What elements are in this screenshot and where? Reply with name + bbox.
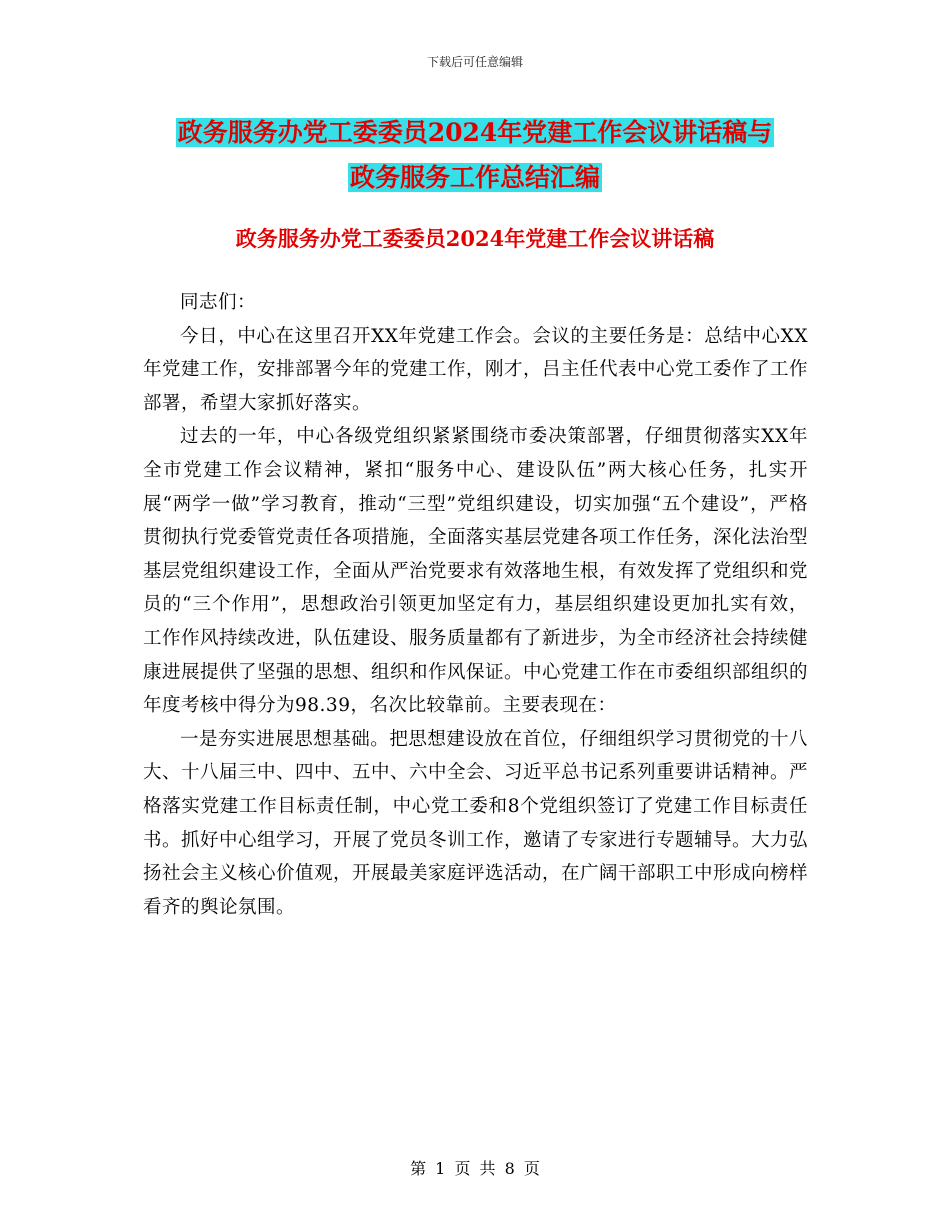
main-title-line-1: 政务服务办党工委委员2024年党建工作会议讲话稿与 [177,118,773,147]
paragraph-salutation: 同志们： [180,292,257,313]
page-number-footer: 第 1 页 共 8 页 [410,1159,540,1178]
speech-title: 政务服务办党工委委员2024年党建工作会议讲话稿 [235,226,715,251]
document-body [143,286,808,924]
document-main-title [60,110,890,200]
page-header-note: 下载后可任意编辑 [426,55,523,69]
paragraph: 过去的一年，中心各级党组织紧紧围绕市委决策部署，仔细贯彻落实XX年全市党建工作会议精神，紧扣“服务中心、建设队伍”两大核心任务，扎实开展“两学一做”学习教育，推动“三型”党组织建设，切实加强“五个建设”，严格贯彻执行党委管党责任各项措施，全面落实基层党建各项工作任务，深化法治型基层党组织建设工作，全面从严治党要求有效落地生根，有效发挥了党组织和党员的“三个作用”，思想政治引领更加坚定有力，基层组织建设更加扎实有效，工作作风持续改进，队伍建设、服务质量都有了新进步，为全市经济社会持续健康进展提供了坚强的思想、组织和作风保证。中心党建工作在市委组织部组织的年度考核中得分为98.39，名次比较靠前。主要表现在： [143,426,809,717]
main-title-line-2: 政务服务工作总结汇编 [349,163,600,192]
paragraph: 一是夯实进展思想基础。把思想建设放在首位，仔细组织学习贯彻党的十八大、十八届三中、四中、五中、六中全会、习近平总书记系列重要讲话精神。严格落实党建工作目标责任制，中心党工委和8个党组织签订了党建工作目标责任书。抓好中心组学习，开展了党员冬训工作，邀请了专家进行专题辅导。大力弘扬社会主义核心价值观，开展最美家庭评选活动，在广阔干部职工中形成向榜样看齐的舆论氛围。 [143,728,809,918]
paragraph: 今日，中心在这里召开XX年党建工作会。会议的主要任务是：总结中心XX年党建工作，安排部署今年的党建工作，刚才，吕主任代表中心党工委作了工作部署，希望大家抓好落实。 [143,325,809,414]
